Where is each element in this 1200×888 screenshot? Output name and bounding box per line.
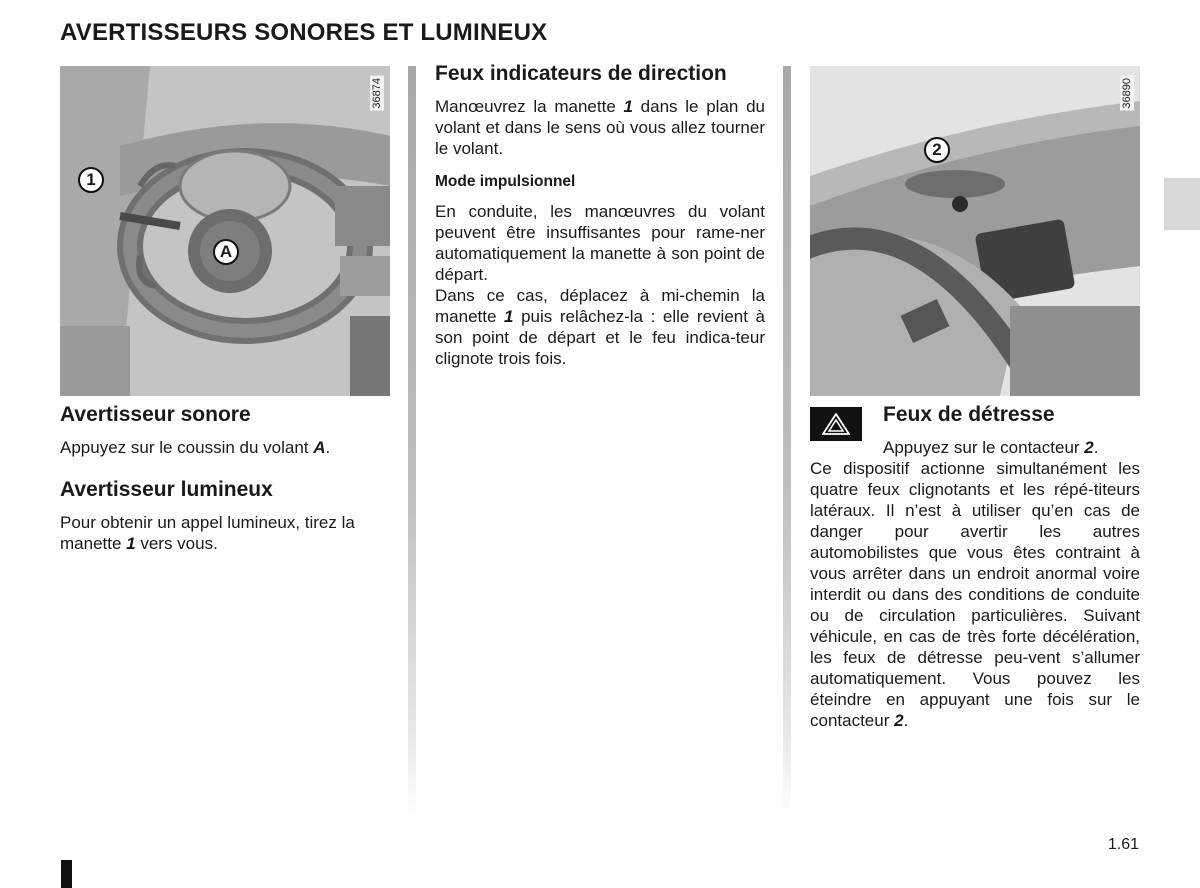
hazard-body: Ce dispositif actionne simultanément les quatre feux clignotants et les répé-titeurs latéraux. Il n’est à utiliser qu’en cas de danger pour avertir les autres automobilistes que vous êtes contraint à vous arrêter dans un endroit anormal voire interdit ou dans des conditions de conduite ou de circulation particulières. Suivant véhicule, en cas de très forte décélération, les feux de détresse peu-vent s’allumer automatiquement. Vous pouvez les éteindre en appuyant une fois sur le contacteur 2. — [810, 459, 1140, 730]
photo-reference-code: 36874 — [371, 78, 383, 109]
column-divider — [783, 66, 791, 816]
dashboard-illustration — [810, 66, 1140, 396]
middle-column — [435, 62, 765, 369]
steering-wheel-illustration — [60, 66, 390, 396]
steering-wheel-photo — [60, 66, 390, 396]
page-title: AVERTISSEURS SONORES ET LUMINEUX — [60, 19, 548, 46]
pulse-mode-para2: Dans ce cas, déplacez à mi-chemin la manette 1 puis relâchez-la : elle revient à son point de départ et le feu indica-teur clignote trois fois. — [435, 286, 765, 368]
photo-reference-code: 36890 — [1121, 78, 1133, 109]
pulse-mode-para1: En conduite, les manœuvres du volant peuvent être insuffisantes pour rame-ner automatiquement la manette à son point de départ. — [435, 202, 765, 284]
chapter-tab — [1164, 178, 1200, 230]
flash-text: Pour obtenir un appel lumineux, tirez la manette 1 vers vous. — [60, 513, 355, 553]
flash-heading: Avertisseur lumineux — [60, 478, 273, 501]
page-number: 1.61 — [1107, 836, 1139, 853]
callout-2: 2 — [924, 137, 950, 163]
column-divider — [408, 66, 416, 816]
pulse-mode-subheading: Mode impulsionnel — [435, 173, 576, 190]
horn-heading: Avertisseur sonore — [60, 403, 251, 426]
dashboard-photo — [810, 66, 1140, 396]
callout-a: A — [213, 239, 239, 265]
left-column — [60, 66, 390, 554]
callout-1: 1 — [78, 167, 104, 193]
hazard-heading: Feux de détresse — [883, 403, 1055, 426]
hazard-intro: Appuyez sur le contacteur 2. — [883, 438, 1099, 457]
indicators-heading: Feux indicateurs de direction — [435, 62, 727, 85]
warning-icon — [810, 407, 862, 441]
right-column — [810, 66, 1140, 731]
print-mark — [61, 860, 72, 888]
indicators-intro: Manœuvrez la manette 1 dans le plan du volant et dans le sens où vous allez tourner le volant. — [435, 97, 765, 158]
horn-text: Appuyez sur le coussin du volant A. — [60, 438, 331, 457]
